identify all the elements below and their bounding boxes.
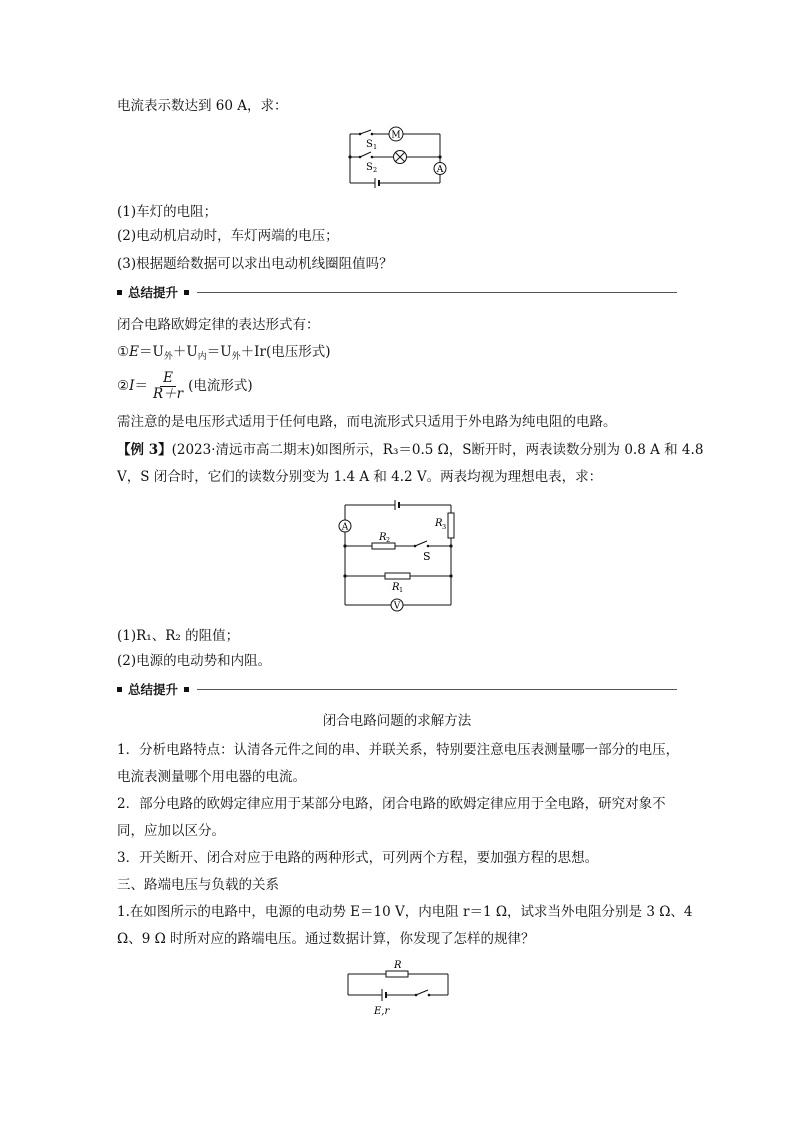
note-text: 需注意的是电压形式适用于任何电路，而电流形式只适用于外电路为纯电阻的电路。 <box>117 414 617 430</box>
question-5: (2)电源的电动势和内阻。 <box>117 653 272 669</box>
source-label: E,r <box>374 1006 390 1017</box>
r1-sub: 1 <box>399 586 404 594</box>
motor-label: M <box>391 130 401 141</box>
r3-sub: 3 <box>442 523 447 531</box>
square-bullet-icon <box>117 290 122 295</box>
intro-line: 电流表示数达到 60 A，求： <box>117 98 288 114</box>
circuit-diagram-3 <box>340 956 460 1022</box>
example-tag: 【例 3】 <box>117 442 172 458</box>
question-1: (1)车灯的电阻； <box>117 204 218 220</box>
switch-s1-sub: 1 <box>373 143 378 151</box>
example-3-line-2: V，S 闭合时，它们的读数分别变为 1.4 A 和 4.2 V。两表均视为理想电表，求： <box>117 469 603 485</box>
square-bullet-icon <box>117 687 122 692</box>
summary-label: 总结提升 <box>128 285 179 300</box>
voltmeter-label: V <box>393 601 401 612</box>
method-1-line-1: 1．分析电路特点：认清各元件之间的串、并联关系，特别要注意电压表测量哪一部分的电压， <box>117 742 680 758</box>
question-2: (2)电动机启动时，车灯两端的电压； <box>117 228 339 244</box>
summary-header-1 <box>117 283 677 301</box>
divider <box>197 689 677 690</box>
forms-intro: 闭合电路欧姆定律的表达形式有： <box>117 317 320 333</box>
section-3-heading: 三、路端电压与负载的关系 <box>117 877 279 893</box>
method-title: 闭合电路问题的求解方法 <box>322 713 472 729</box>
problem-1-line-2: Ω、9 Ω 时所对应的路端电压。通过数据计算，你发现了怎样的规律？ <box>117 931 535 947</box>
summary-label: 总结提升 <box>128 682 179 697</box>
formula-voltage-form: $①E=U_外+U_内=U_外+Ir$(电压形式) <box>117 344 331 362</box>
method-3: 3．开关断开、闭合对应于电路的两种形式，可列两个方程，要加强方程的思想。 <box>117 850 599 866</box>
switch-s1-label: S <box>366 139 373 150</box>
formula-current-form: ②I＝ $\frac{E}{R+r}$ (电流形式) <box>117 370 253 402</box>
circuit-diagram-2 <box>335 498 465 614</box>
r2-label: R <box>379 532 387 543</box>
switch-s2-label: S <box>366 162 373 173</box>
r3-label: R <box>435 518 443 529</box>
ammeter-label-1: A <box>436 164 444 175</box>
square-bullet-icon <box>184 290 189 295</box>
method-1-line-2: 电流表测量哪个用电器的电流。 <box>117 769 306 785</box>
question-3: (3)根据题给数据可以求出电动机线圈阻值吗？ <box>117 256 393 272</box>
question-4: (1)R₁、R₂ 的阻值； <box>117 628 240 644</box>
r2-sub: 2 <box>386 536 391 544</box>
example-3-line-1: 【例 3】(2023·清远市高二期末)如图所示，R₃＝0.5 Ω，S断开时，两表读数分别为 0.8 A 和 4.8 <box>117 442 704 458</box>
circuit-diagram-1 <box>340 126 460 192</box>
square-bullet-icon <box>184 687 189 692</box>
divider <box>197 292 677 293</box>
switch-label: S <box>423 550 431 563</box>
switch-s2-sub: 2 <box>373 166 378 174</box>
ammeter-label-2: A <box>341 522 349 533</box>
method-2-line-2: 同，应加以区分。 <box>117 823 225 839</box>
summary-header-2 <box>117 680 677 698</box>
r-label: R <box>394 960 402 971</box>
method-2-line-1: 2．部分电路的欧姆定律应用于某部分电路，闭合电路的欧姆定律应用于全电路，研究对象不 <box>117 796 666 812</box>
problem-1-line-1: 1.在如图所示的电路中，电源的电动势 E＝10 V，内电阻 r＝1 Ω，试求当外电阻分别是 3 Ω、4 <box>117 904 693 920</box>
r1-label: R <box>392 582 400 593</box>
